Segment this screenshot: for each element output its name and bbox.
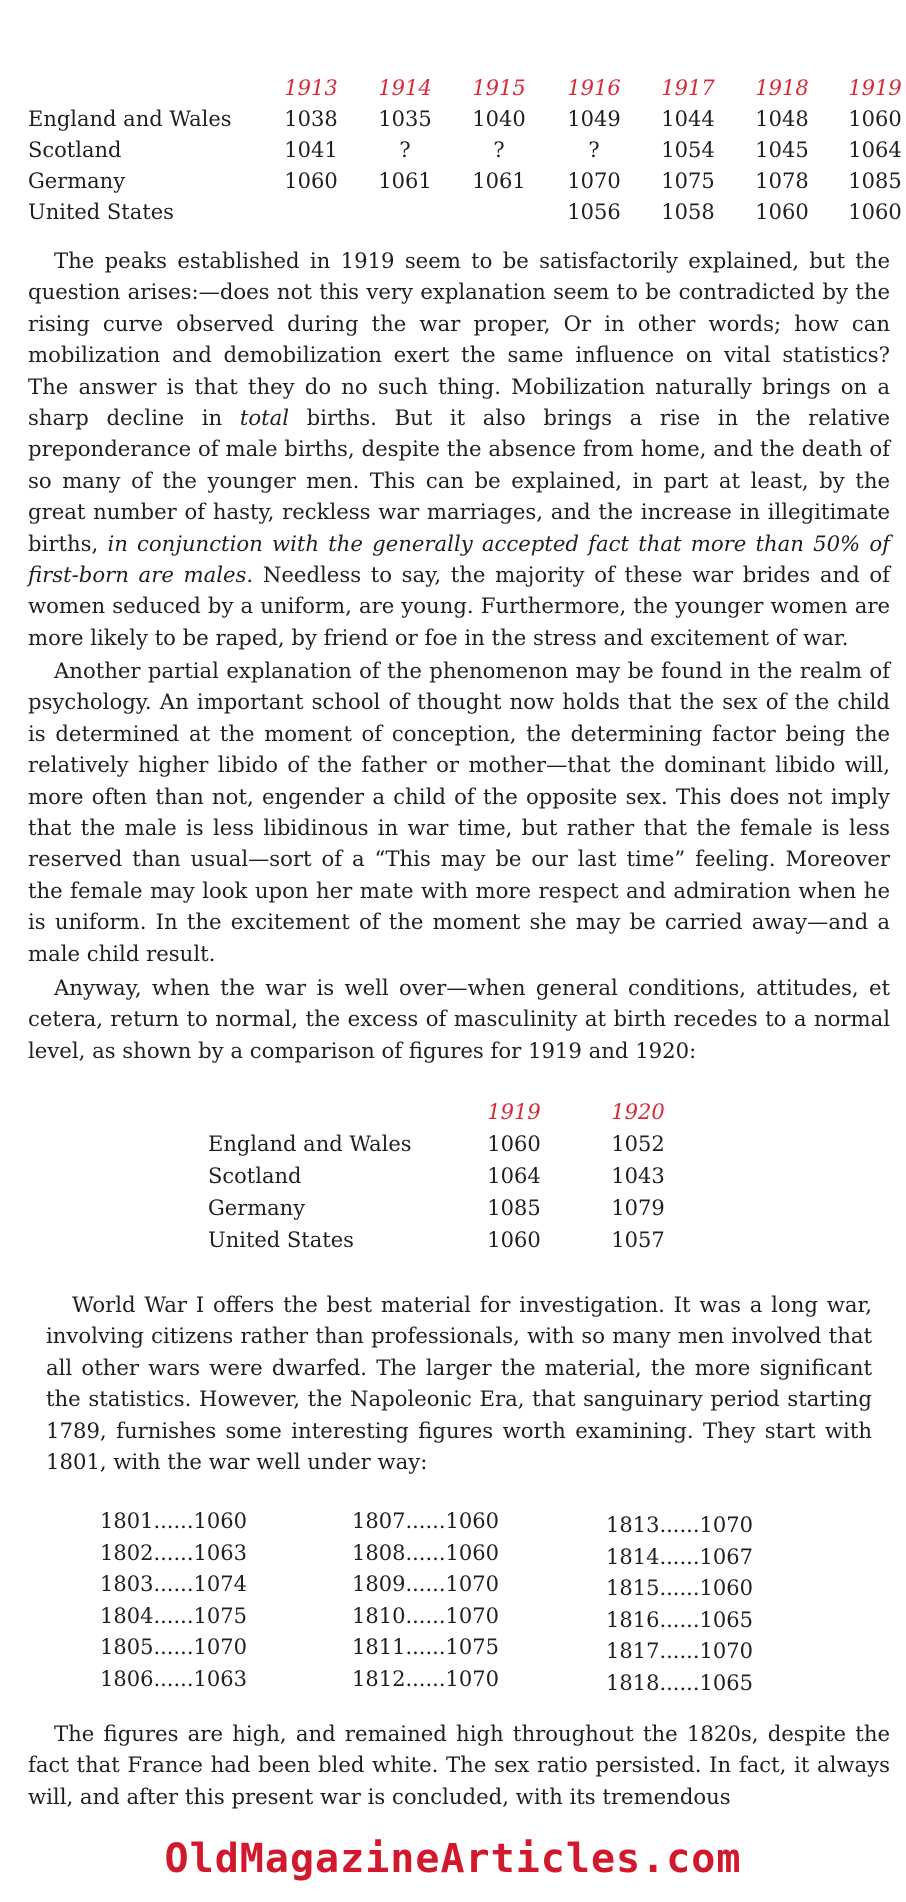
table-row [208,1130,708,1162]
table-cell: 1079 [611,1196,665,1220]
table-row [28,136,902,167]
napoleonic-figures-column [606,1510,753,1700]
table-cell: 1049 [567,107,621,131]
table-row [208,1162,708,1194]
birth-ratio-table-1913-1919 [28,74,902,229]
table-cell: 1060 [284,169,338,193]
country-label: England and Wales [208,1132,412,1156]
table-cell: 1064 [848,138,902,162]
year-figure: 1816......1065 [606,1607,753,1632]
year-header: 1918 [755,76,809,100]
paragraph-text: Anyway, when the war is well over—when general conditions, attitudes, et cetera, return to normal, the excess of masculinity at birth recedes to a normal level, as shown by a comparison of figures for 1919 and 1920: [28,975,890,1063]
table-cell: 1056 [567,200,621,224]
table-cell: 1060 [848,200,902,224]
year-figure: 1812......1070 [352,1666,499,1691]
country-label: Germany [28,169,126,193]
napoleonic-figures-column [100,1506,247,1696]
table-row [28,167,902,198]
table-cell: 1078 [755,169,809,193]
table-cell: 1061 [472,169,526,193]
table-cell: 1064 [487,1164,541,1188]
table-cell: 1044 [661,107,715,131]
site-watermark: OldMagazineArticles.com [164,1836,742,1882]
paragraph-text: The figures are high, and remained high throughout the 1820s, despite the fact that France had been bled white. The sex ratio persisted. In fact, it always will, and after this present war is concluded, with its tremendous [28,1721,890,1809]
year-header: 1914 [378,76,432,100]
table-header-row [208,1098,708,1130]
table-cell: 1058 [661,200,715,224]
country-label: Scotland [28,138,122,162]
year-figure: 1804......1075 [100,1603,247,1628]
year-figure: 1813......1070 [606,1513,753,1537]
country-label: England and Wales [28,107,232,131]
table-cell: ? [399,138,411,162]
table-row [208,1194,708,1226]
year-header: 1919 [848,76,902,100]
body-paragraph [28,1718,890,1812]
table-cell: ? [588,138,600,162]
year-figure: 1811......1075 [352,1635,499,1660]
table-cell: 1043 [611,1164,665,1188]
year-figure: 1801......1060 [100,1509,247,1533]
table-cell: 1085 [848,169,902,193]
year-figure: 1802......1063 [100,1540,247,1565]
year-header: 1917 [661,76,715,100]
table-cell: 1054 [661,138,715,162]
year-figure: 1809......1070 [352,1572,499,1597]
table-header-row [28,74,902,105]
table-cell: 1075 [661,169,715,193]
table-row [28,198,902,229]
table-cell: 1052 [611,1132,665,1156]
year-header: 1916 [567,76,621,100]
body-paragraph [28,245,890,653]
table-row [28,105,902,136]
year-figure: 1818......1065 [606,1670,753,1695]
paragraph-text: Another partial explanation of the phenomenon may be found in the realm of psychology. An important school of thought now holds that the sex of the child is determined at the moment of conception, the determining factor being the relatively higher libido of the father or mother—that the dominant libido will, more often than not, engender a child of the opposite sex. This does not imply that the male is less libidinous in war time, but rather that the female is less reserved than usual—sort of a “This may be our last time” feeling. Moreover the female may look upon her mate with more respect and admiration when he is uniform. In the excitement of the moment she may be carried away—and a male child result. [28,658,890,966]
body-paragraph [46,1289,872,1477]
year-figure: 1805......1070 [100,1635,247,1660]
table-cell: 1085 [487,1196,541,1220]
year-figure: 1817......1070 [606,1639,753,1664]
country-label: United States [28,200,174,224]
year-figure: 1810......1070 [352,1603,499,1628]
paragraph-text: Needless to say, the majority of these war brides and of women seduced by a uniform, are young. Furthermore, the younger women are more likely to be raped, by friend or foe in the stress and excitement of war. [28,562,890,650]
table-cell: 1057 [611,1228,665,1252]
table-cell: ? [493,138,505,162]
country-label: Scotland [208,1164,302,1188]
year-figure: 1807......1060 [352,1509,499,1533]
country-label: Germany [208,1196,306,1220]
body-paragraph [28,972,890,1066]
country-label: United States [208,1228,354,1252]
table-cell: 1040 [472,107,526,131]
paragraph-text: World War I offers the best material for investigation. It was a long war, involving citizens rather than professionals, with so many men involved that all other wars were dwarfed. The larger the material, the more significant the statistics. However, the Napoleonic Era, that sanguinary period starting 1789, furnishes some interesting figures worth examining. They start with 1801, with the war well under way: [46,1292,872,1475]
paragraph-text: The peaks established in 1919 seem to be satisfactorily explained, but the question arises:—does not this very explanation seem to be contradicted by the rising curve observed during the war proper, Or in other words; how can mobilization and demobilization exert the same influence on vital statistics? The answer is that they do no such thing. Mobilization naturally brings on a sharp decline in [28,248,890,431]
paragraph-text: births. But it also brings a rise in the relative preponderance of male births, despite the absence from home, and the death of so many of the younger men. This can be explained, in part at least, by the great number of hasty, reckless war marriages, and the increase in illegitimate births, [28,405,890,556]
year-figure: 1806......1063 [100,1666,247,1691]
year-header: 1913 [284,76,338,100]
table-cell: 1060 [487,1228,541,1252]
paragraph-emphasis: total [239,405,290,431]
table-cell: 1035 [378,107,432,131]
table-cell: 1060 [848,107,902,131]
paragraph-emphasis: in conjunction with the generally accepted fact that more than 50% of first-born are males. [28,530,890,588]
table-cell: 1048 [755,107,809,131]
year-figure: 1808......1060 [352,1540,499,1565]
year-header: 1915 [472,76,526,100]
birth-ratio-table-1919-1920 [208,1098,708,1258]
year-figure: 1814......1067 [606,1544,753,1569]
table-cell: 1038 [284,107,338,131]
year-figure: 1803......1074 [100,1572,247,1597]
table-cell: 1060 [487,1132,541,1156]
table-cell: 1070 [567,169,621,193]
year-figure: 1815......1060 [606,1576,753,1601]
year-header: 1919 [487,1100,541,1124]
table-cell: 1060 [755,200,809,224]
table-cell: 1045 [755,138,809,162]
table-cell: 1061 [378,169,432,193]
table-cell: 1041 [284,138,338,162]
year-header: 1920 [611,1100,665,1124]
table-row [208,1226,708,1258]
body-paragraph [28,655,890,969]
napoleonic-figures-column [352,1506,499,1696]
